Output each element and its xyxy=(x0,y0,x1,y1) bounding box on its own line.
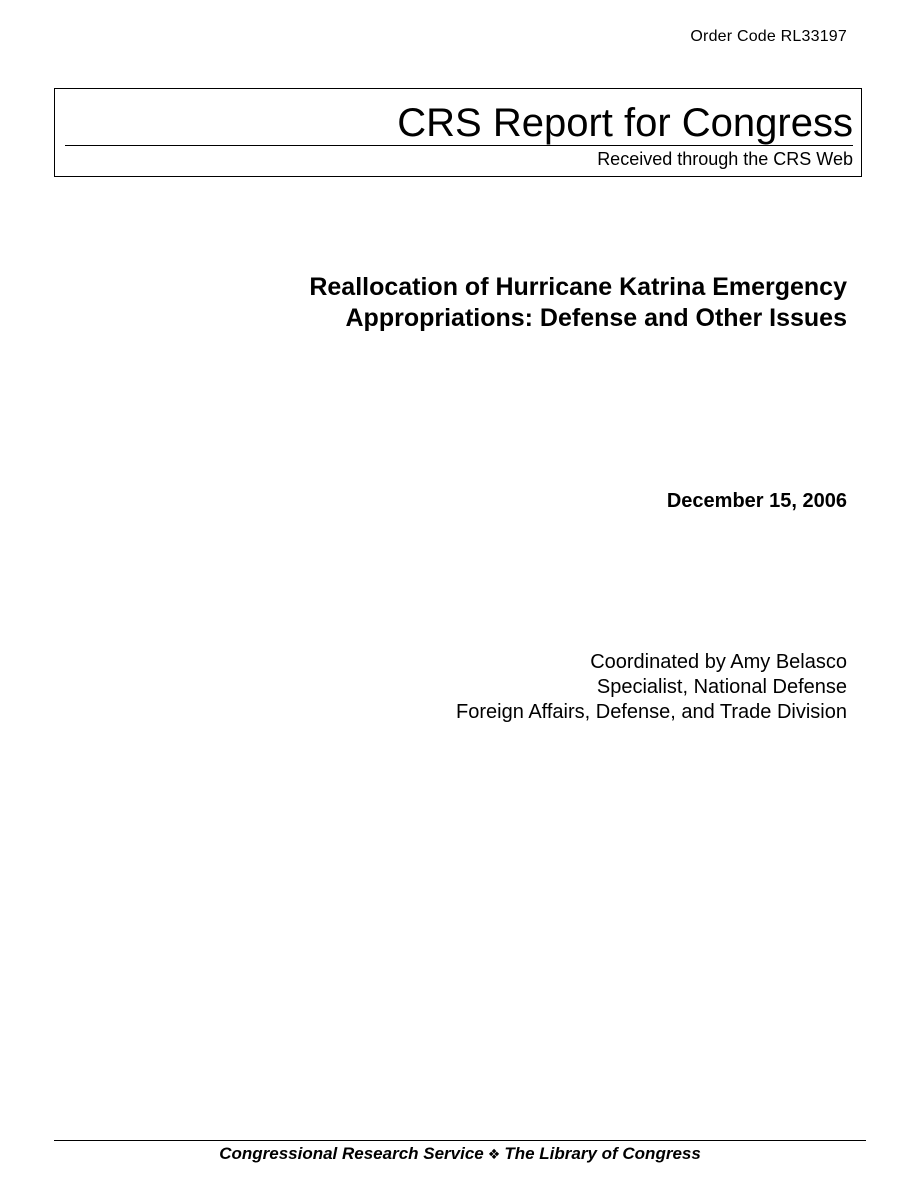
banner-title: CRS Report for Congress xyxy=(397,101,853,145)
banner-subtitle: Received through the CRS Web xyxy=(597,149,853,169)
author-division: Foreign Affairs, Defense, and Trade Division xyxy=(456,701,847,723)
author-position: Specialist, National Defense xyxy=(596,676,847,698)
footer xyxy=(0,1144,920,1164)
order-code: Order Code RL33197 xyxy=(690,28,847,45)
footer-left-text: Congressional Research Service xyxy=(219,1144,484,1163)
report-title-line: Appropriations: Defense and Other Issues xyxy=(345,304,847,332)
report-banner xyxy=(54,88,862,177)
diamond-ornament-icon: ❖ xyxy=(487,1146,501,1162)
footer-divider xyxy=(54,1140,866,1141)
footer-right-text: The Library of Congress xyxy=(504,1144,701,1163)
report-title-line: Reallocation of Hurricane Katrina Emergency xyxy=(309,273,847,301)
report-date: December 15, 2006 xyxy=(666,490,847,512)
author-block xyxy=(456,650,847,725)
author-coordinator: Coordinated by Amy Belasco xyxy=(590,651,847,673)
report-title xyxy=(147,272,847,334)
banner-divider xyxy=(65,145,853,146)
